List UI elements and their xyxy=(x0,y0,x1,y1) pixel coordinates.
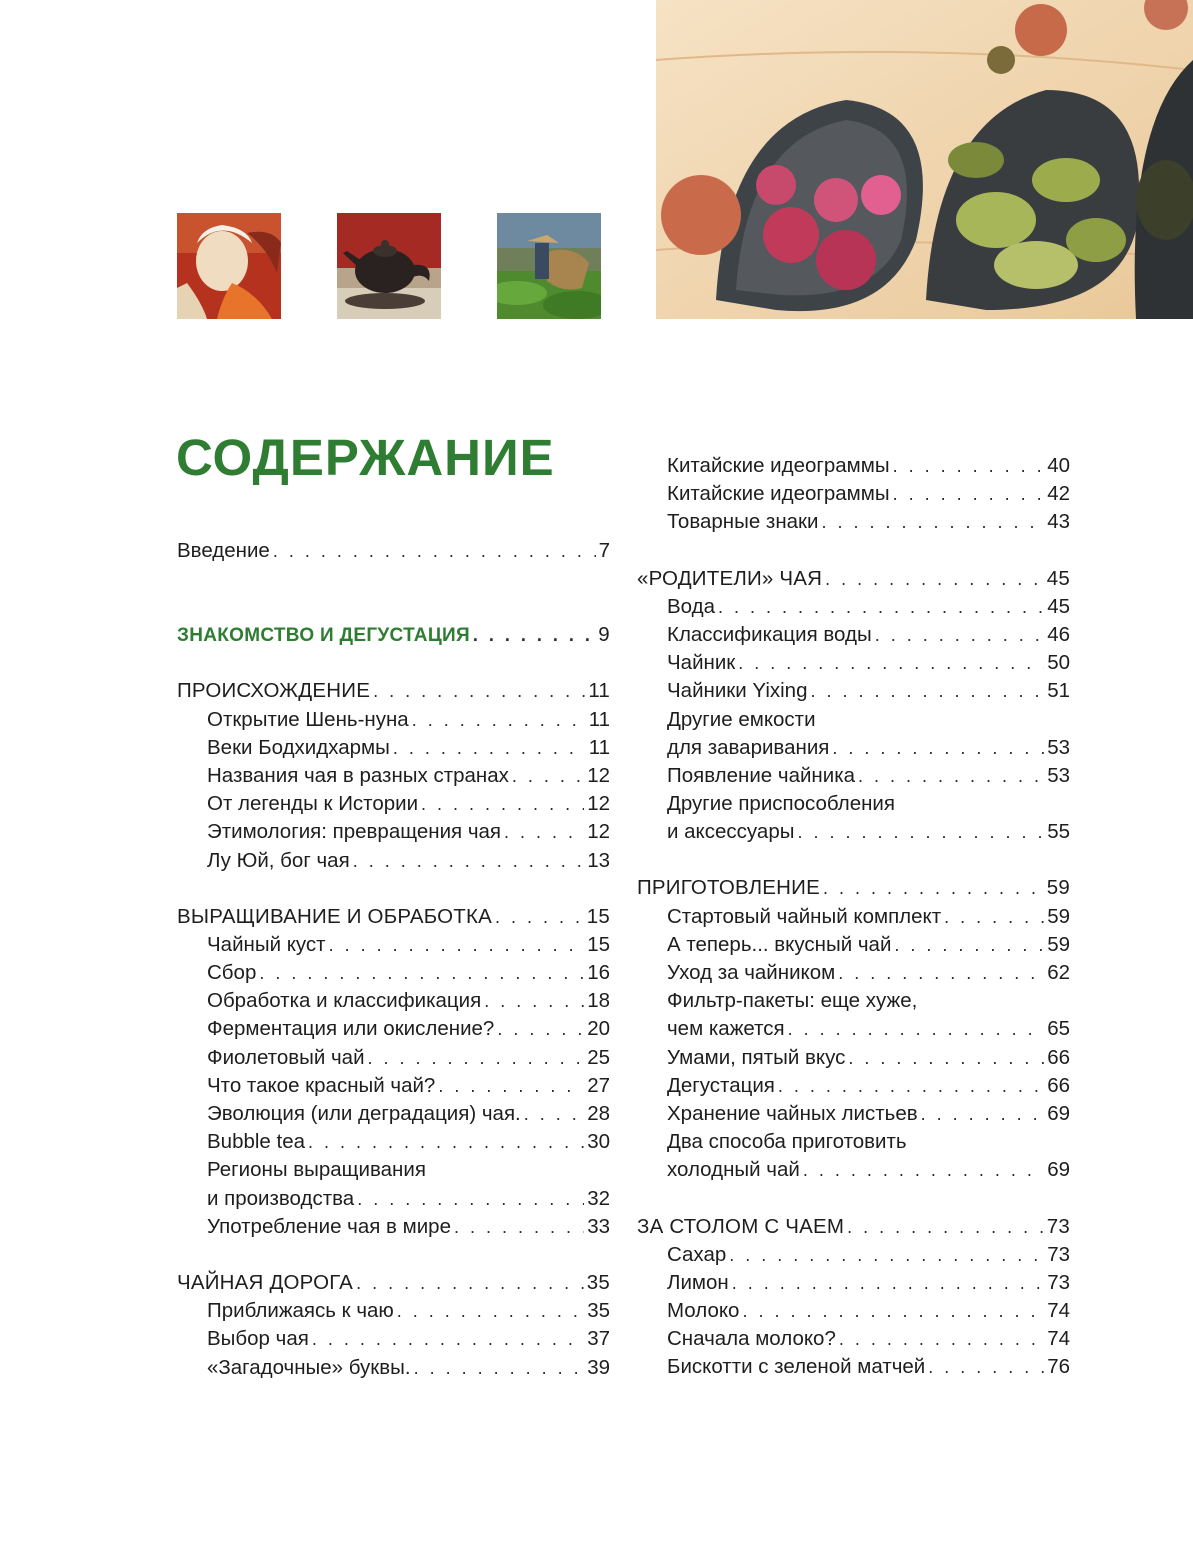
toc-entry: Появление чайника . . . 53 xyxy=(637,762,1070,790)
toc-entry: Уход за чайником . . . 62 xyxy=(637,959,1070,987)
toc-entry: чем кажется . . . 65 xyxy=(637,1015,1070,1043)
toc-entry: Сахар . . . 73 xyxy=(637,1241,1070,1269)
toc-entry: Открытие Шень-нуна . . . 11 xyxy=(177,706,610,734)
toc-entry: Употребление чая в мире . . . 33 xyxy=(177,1213,610,1241)
toc-entry: Умами, пятый вкус . . . 66 xyxy=(637,1044,1070,1072)
toc-entry: Этимология: превращения чая . . . 12 xyxy=(177,818,610,846)
toc-entry: Вода . . . 45 xyxy=(637,593,1070,621)
toc-section-heading: ВЫРАЩИВАНИЕ И ОБРАБОТКА . . . 15 xyxy=(177,903,610,931)
page-title: СОДЕРЖАНИЕ xyxy=(176,429,555,486)
toc-entry: Хранение чайных листьев . . . 69 xyxy=(637,1100,1070,1128)
toc-entry: Лу Юй, бог чая . . . 13 xyxy=(177,847,610,875)
toc-entry-intro: Введение . . . 7 xyxy=(177,537,610,565)
toc-entry: Китайские идеограммы . . . 40 xyxy=(637,452,1070,480)
toc-entry: А теперь... вкусный чай . . . 59 xyxy=(637,931,1070,959)
toc-section-heading: «РОДИТЕЛИ» ЧАЯ . . . 45 xyxy=(637,565,1070,593)
toc-section-heading: ПРИГОТОВЛЕНИЕ . . . 59 xyxy=(637,874,1070,902)
toc-section-heading: ЗА СТОЛОМ С ЧАЕМ . . . 73 xyxy=(637,1213,1070,1241)
toc-entry: Bubble tea . . . 30 xyxy=(177,1128,610,1156)
toc-entry: Ферментация или окисление? . . . 20 xyxy=(177,1015,610,1043)
toc-entry-line: Другие емкости xyxy=(667,707,816,731)
toc-entry: Выбор чая . . . 37 xyxy=(177,1325,610,1353)
toc-entry: «Загадочные» буквы. . . . 39 xyxy=(177,1354,610,1382)
toc-part-heading: ЗНАКОМСТВО И ДЕГУСТАЦИЯ . . . 9 xyxy=(177,621,610,649)
toc-entry-line: Фильтр-пакеты: еще хуже, xyxy=(667,989,918,1013)
toc-entry: холодный чай . . . 69 xyxy=(637,1156,1070,1184)
toc-entry-line: Регионы выращивания xyxy=(207,1158,426,1182)
toc-entry: Лимон . . . 73 xyxy=(637,1269,1070,1297)
toc-entry: и аксессуары . . . 55 xyxy=(637,818,1070,846)
toc-entry: Китайские идеограммы . . . 42 xyxy=(637,480,1070,508)
tea-spoons-hero xyxy=(656,0,1193,319)
toc-entry: и производства . . . 32 xyxy=(177,1185,610,1213)
toc-entry: Дегустация . . . 66 xyxy=(637,1072,1070,1100)
toc-section-heading: ЧАЙНАЯ ДОРОГА . . . 35 xyxy=(177,1269,610,1297)
toc-entry: Веки Бодхидхармы . . . 11 xyxy=(177,734,610,762)
toc-entry: Обработка и классификация . . . 18 xyxy=(177,987,610,1015)
toc-right-column xyxy=(637,452,1070,1382)
toc-entry: Чайник . . . 50 xyxy=(637,649,1070,677)
toc-entry: Что такое красный чай? . . . 27 xyxy=(177,1072,610,1100)
toc-entry: Названия чая в разных странах . . . 12 xyxy=(177,762,610,790)
toc-entry: Стартовый чайный комплект . . . 59 xyxy=(637,903,1070,931)
toc-entry: Классификация воды . . . 46 xyxy=(637,621,1070,649)
painting-thumbnail xyxy=(177,213,281,319)
toc-entry: Эволюция (или деградация) чая. . . . 28 xyxy=(177,1100,610,1128)
toc-entry-line: Другие приспособления xyxy=(667,792,895,816)
toc-left-column xyxy=(177,537,610,1382)
toc-section-heading: ПРОИСХОЖДЕНИЕ . . . 11 xyxy=(177,677,610,705)
teapot-thumbnail xyxy=(337,213,441,319)
toc-entry: Чайники Yixing . . . 51 xyxy=(637,677,1070,705)
toc-entry: Сначала молоко? . . . 74 xyxy=(637,1325,1070,1353)
toc-entry-line: Два способа приготовить xyxy=(667,1130,907,1154)
toc-entry: Фиолетовый чай . . . 25 xyxy=(177,1044,610,1072)
toc-entry: Сбор . . . 16 xyxy=(177,959,610,987)
toc-entry: От легенды к Истории . . . 12 xyxy=(177,790,610,818)
toc-entry: Товарные знаки . . . 43 xyxy=(637,508,1070,536)
toc-entry: Приближаясь к чаю . . . 35 xyxy=(177,1297,610,1325)
toc-entry: Бискотти с зеленой матчей . . . 76 xyxy=(637,1353,1070,1381)
toc-entry: Чайный куст . . . 15 xyxy=(177,931,610,959)
tea-picker-thumbnail xyxy=(497,213,601,319)
toc-entry: для заваривания . . . 53 xyxy=(637,734,1070,762)
toc-entry: Молоко . . . 74 xyxy=(637,1297,1070,1325)
